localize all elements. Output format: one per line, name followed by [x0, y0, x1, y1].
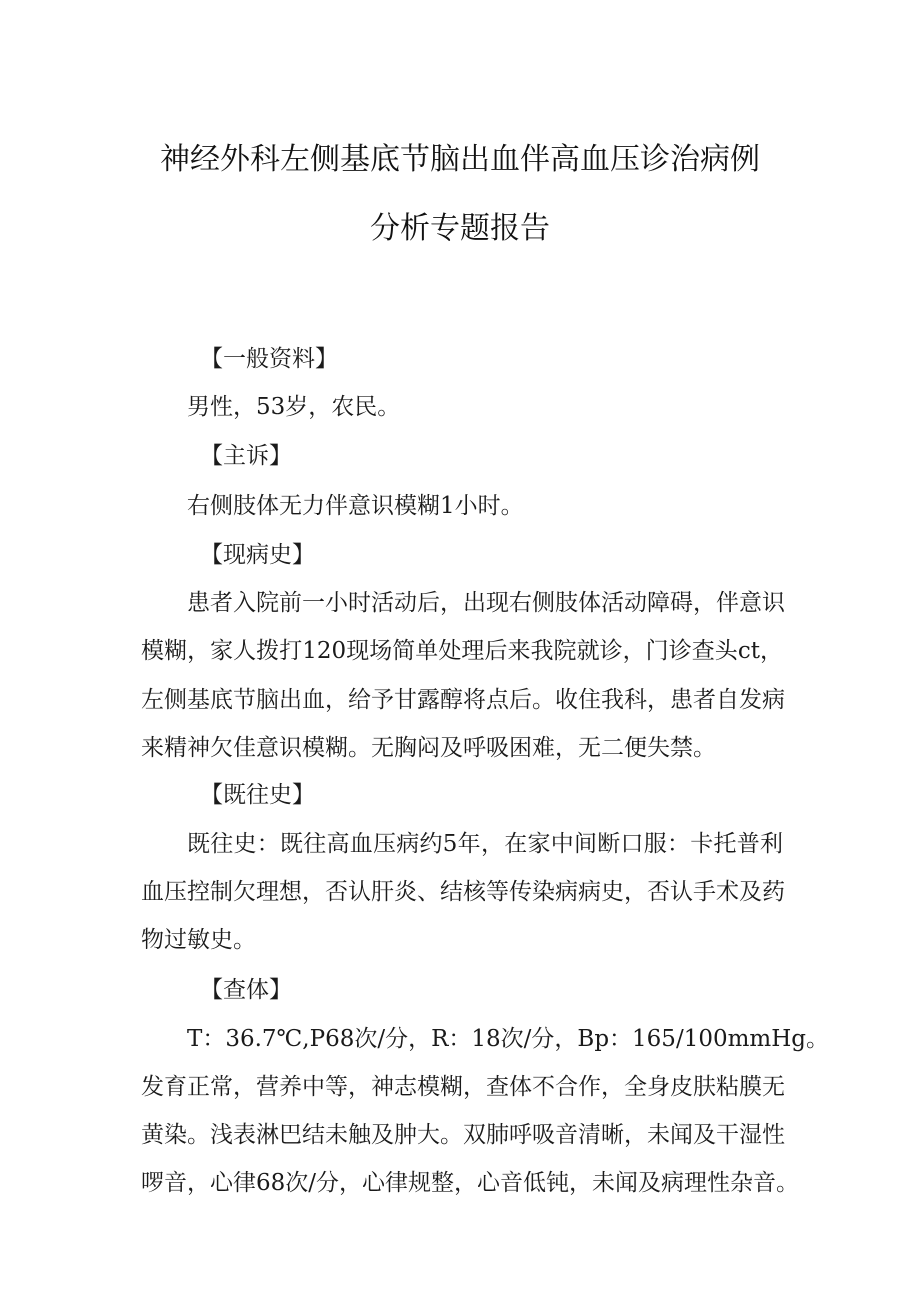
section-heading-complaint: 【主诉】 [200, 443, 292, 469]
present-history-line-1: 患者入院前一小时活动后，出现右侧肢体活动障碍，伴意识 [187, 590, 785, 616]
present-history-line-4: 来精神欠佳意识模糊。无胸闷及呼吸困难，无二便失禁。 [141, 735, 716, 761]
exam-line-3: 黄染。浅表淋巴结未触及肿大。双肺呼吸音清晰，未闻及干湿性 [141, 1122, 785, 1148]
document-title-line-1: 神经外科左侧基底节脑出血伴高血压诊治病例 [160, 142, 760, 177]
exam-line-4: 啰音，心律68次/分，心律规整，心音低钝，未闻及病理性杂音。 [141, 1170, 800, 1196]
section-heading-general: 【一般资料】 [200, 346, 338, 372]
section-heading-exam: 【查体】 [200, 977, 292, 1003]
document-title-line-2: 分析专题报告 [370, 211, 550, 246]
past-history-line-2: 血压控制欠理想，否认肝炎、结核等传染病病史，否认手术及药 [141, 879, 785, 905]
section-heading-present-history: 【现病史】 [200, 542, 315, 568]
exam-line-2: 发育正常，营养中等，神志模糊，查体不合作，全身皮肤粘膜无 [141, 1074, 785, 1100]
complaint-line-1: 右侧肢体无力伴意识模糊1小时。 [187, 493, 524, 519]
present-history-line-3: 左侧基底节脑出血，给予甘露醇将点后。收住我科，患者自发病 [141, 687, 785, 713]
general-line-1: 男性，53岁，农民。 [187, 394, 401, 420]
section-heading-past-history: 【既往史】 [200, 782, 315, 808]
past-history-line-1: 既往史：既往高血压病约5年，在家中间断口服：卡托普利 [187, 831, 783, 857]
exam-line-1: T：36.7℃,P68次/分，R：18次/分，Bp：165/100mmHg。 [187, 1026, 829, 1052]
present-history-line-2: 模糊，家人拨打120现场简单处理后来我院就诊，门诊查头ct， [141, 638, 783, 664]
past-history-line-3: 物过敏史。 [141, 927, 256, 953]
